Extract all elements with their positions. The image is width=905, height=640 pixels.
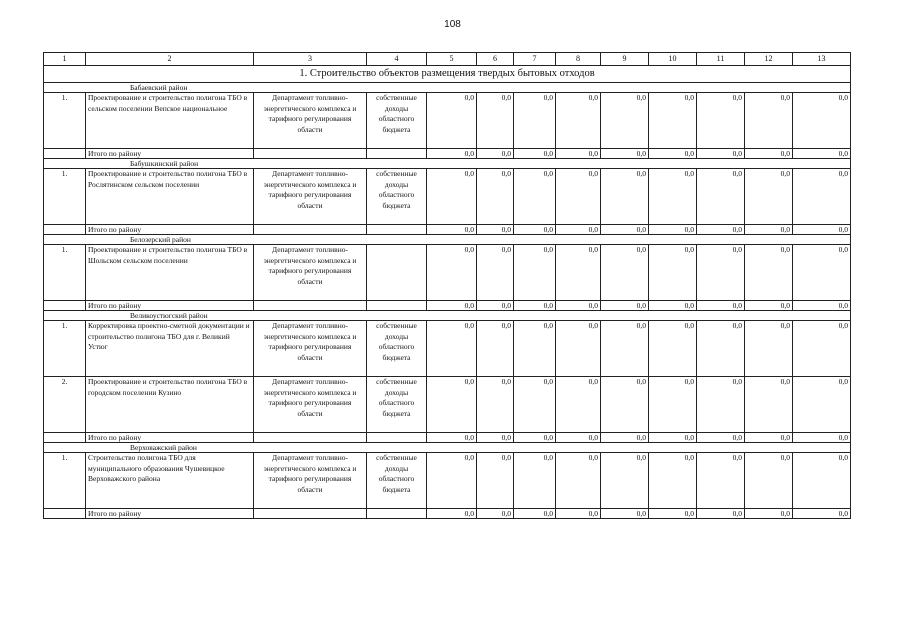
total-value-cell: 0,0 bbox=[514, 225, 556, 235]
value-cell: 0,0 bbox=[649, 321, 697, 377]
district-row bbox=[44, 83, 851, 93]
column-number-row bbox=[44, 53, 851, 66]
total-value-cell: 0,0 bbox=[697, 509, 745, 519]
total-value-cell: 0,0 bbox=[427, 149, 477, 159]
total-value-cell: 0,0 bbox=[601, 509, 649, 519]
value-cell: 0,0 bbox=[556, 93, 601, 149]
total-value-cell: 0,0 bbox=[427, 433, 477, 443]
project-number: 1. bbox=[44, 453, 86, 509]
district-name: Бабаевский район bbox=[44, 83, 851, 93]
total-value-cell: 0,0 bbox=[649, 509, 697, 519]
district-name: Бабушкинский район bbox=[44, 159, 851, 169]
value-cell: 0,0 bbox=[601, 169, 649, 225]
value-cell: 0,0 bbox=[745, 453, 793, 509]
total-value-cell: 0,0 bbox=[697, 301, 745, 311]
value-cell: 0,0 bbox=[649, 453, 697, 509]
district-total-row bbox=[44, 301, 851, 311]
value-cell: 0,0 bbox=[427, 169, 477, 225]
total-label: Итого по району bbox=[86, 433, 254, 443]
funding-source bbox=[367, 245, 427, 301]
total-value-cell: 0,0 bbox=[601, 301, 649, 311]
value-cell: 0,0 bbox=[697, 453, 745, 509]
total-value-cell: 0,0 bbox=[427, 225, 477, 235]
total-value-cell: 0,0 bbox=[514, 509, 556, 519]
project-name: Проектирование и строительство полигона ТБО в Шольском сельском поселении bbox=[86, 245, 254, 301]
value-cell: 0,0 bbox=[427, 321, 477, 377]
total-value-cell: 0,0 bbox=[477, 225, 514, 235]
total-empty-cell bbox=[44, 433, 86, 443]
total-value-cell: 0,0 bbox=[745, 509, 793, 519]
value-cell: 0,0 bbox=[477, 377, 514, 433]
project-row bbox=[44, 169, 851, 225]
column-header: 10 bbox=[649, 53, 697, 66]
value-cell: 0,0 bbox=[556, 377, 601, 433]
district-row bbox=[44, 159, 851, 169]
value-cell: 0,0 bbox=[427, 453, 477, 509]
district-row bbox=[44, 311, 851, 321]
value-cell: 0,0 bbox=[793, 377, 851, 433]
value-cell: 0,0 bbox=[649, 93, 697, 149]
value-cell: 0,0 bbox=[556, 321, 601, 377]
funding-source: собственные доходы областного бюджета bbox=[367, 93, 427, 149]
total-empty-cell bbox=[254, 509, 367, 519]
project-number: 1. bbox=[44, 169, 86, 225]
total-value-cell: 0,0 bbox=[745, 433, 793, 443]
value-cell: 0,0 bbox=[556, 453, 601, 509]
total-value-cell: 0,0 bbox=[477, 149, 514, 159]
column-header: 9 bbox=[601, 53, 649, 66]
column-header: 7 bbox=[514, 53, 556, 66]
total-value-cell: 0,0 bbox=[697, 433, 745, 443]
total-value-cell: 0,0 bbox=[649, 225, 697, 235]
value-cell: 0,0 bbox=[601, 245, 649, 301]
table-body bbox=[44, 53, 851, 519]
value-cell: 0,0 bbox=[601, 321, 649, 377]
value-cell: 0,0 bbox=[601, 453, 649, 509]
value-cell: 0,0 bbox=[477, 245, 514, 301]
total-value-cell: 0,0 bbox=[514, 149, 556, 159]
total-empty-cell bbox=[367, 301, 427, 311]
value-cell: 0,0 bbox=[793, 169, 851, 225]
value-cell: 0,0 bbox=[514, 453, 556, 509]
total-value-cell: 0,0 bbox=[514, 433, 556, 443]
total-value-cell: 0,0 bbox=[793, 149, 851, 159]
total-empty-cell bbox=[254, 225, 367, 235]
column-header: 8 bbox=[556, 53, 601, 66]
total-value-cell: 0,0 bbox=[427, 301, 477, 311]
column-header: 12 bbox=[745, 53, 793, 66]
total-empty-cell bbox=[44, 225, 86, 235]
total-empty-cell bbox=[44, 149, 86, 159]
total-empty-cell bbox=[254, 149, 367, 159]
column-header: 4 bbox=[367, 53, 427, 66]
district-total-row bbox=[44, 509, 851, 519]
value-cell: 0,0 bbox=[514, 321, 556, 377]
total-empty-cell bbox=[254, 433, 367, 443]
total-value-cell: 0,0 bbox=[745, 149, 793, 159]
value-cell: 0,0 bbox=[793, 245, 851, 301]
value-cell: 0,0 bbox=[514, 93, 556, 149]
column-header: 13 bbox=[793, 53, 851, 66]
value-cell: 0,0 bbox=[427, 377, 477, 433]
funding-source: собственные доходы областного бюджета bbox=[367, 321, 427, 377]
total-empty-cell bbox=[367, 433, 427, 443]
total-value-cell: 0,0 bbox=[556, 509, 601, 519]
project-name: Проектирование и строительство полигона ТБО в городском поселении Кузино bbox=[86, 377, 254, 433]
total-empty-cell bbox=[367, 225, 427, 235]
district-row bbox=[44, 235, 851, 245]
project-executor: Департамент топливно-энергетического комплекса и тарифного регулирования области bbox=[254, 453, 367, 509]
value-cell: 0,0 bbox=[745, 321, 793, 377]
value-cell: 0,0 bbox=[556, 245, 601, 301]
value-cell: 0,0 bbox=[697, 321, 745, 377]
total-value-cell: 0,0 bbox=[649, 301, 697, 311]
value-cell: 0,0 bbox=[601, 377, 649, 433]
value-cell: 0,0 bbox=[793, 321, 851, 377]
project-row bbox=[44, 93, 851, 149]
value-cell: 0,0 bbox=[745, 169, 793, 225]
column-header: 11 bbox=[697, 53, 745, 66]
project-number: 1. bbox=[44, 245, 86, 301]
value-cell: 0,0 bbox=[477, 453, 514, 509]
value-cell: 0,0 bbox=[745, 377, 793, 433]
project-row bbox=[44, 453, 851, 509]
district-name: Великоустюгский район bbox=[44, 311, 851, 321]
value-cell: 0,0 bbox=[427, 245, 477, 301]
value-cell: 0,0 bbox=[745, 93, 793, 149]
total-label: Итого по району bbox=[86, 301, 254, 311]
project-name: Строительство полигона ТБО для муниципального образования Чушевицкое Верховажского района bbox=[86, 453, 254, 509]
value-cell: 0,0 bbox=[649, 377, 697, 433]
funding-source: собственные доходы областного бюджета bbox=[367, 377, 427, 433]
project-executor: Департамент топливно-энергетического комплекса и тарифного регулирования области bbox=[254, 169, 367, 225]
value-cell: 0,0 bbox=[793, 93, 851, 149]
section-title-row bbox=[44, 66, 851, 83]
total-value-cell: 0,0 bbox=[477, 433, 514, 443]
district-name: Верховажский район bbox=[44, 443, 851, 453]
value-cell: 0,0 bbox=[649, 245, 697, 301]
total-label: Итого по району bbox=[86, 149, 254, 159]
total-value-cell: 0,0 bbox=[793, 225, 851, 235]
section-title: 1. Строительство объектов размещения твердых бытовых отходов bbox=[44, 66, 851, 83]
total-value-cell: 0,0 bbox=[556, 149, 601, 159]
total-label: Итого по району bbox=[86, 225, 254, 235]
project-executor: Департамент топливно-энергетического комплекса и тарифного регулирования области bbox=[254, 321, 367, 377]
page-number: 108 bbox=[444, 19, 461, 30]
total-value-cell: 0,0 bbox=[556, 433, 601, 443]
total-value-cell: 0,0 bbox=[601, 225, 649, 235]
project-executor: Департамент топливно-энергетического комплекса и тарифного регулирования области bbox=[254, 377, 367, 433]
value-cell: 0,0 bbox=[745, 245, 793, 301]
funding-source: собственные доходы областного бюджета bbox=[367, 453, 427, 509]
total-value-cell: 0,0 bbox=[477, 509, 514, 519]
total-value-cell: 0,0 bbox=[601, 149, 649, 159]
total-empty-cell bbox=[367, 149, 427, 159]
value-cell: 0,0 bbox=[697, 377, 745, 433]
value-cell: 0,0 bbox=[556, 169, 601, 225]
column-header: 2 bbox=[86, 53, 254, 66]
total-value-cell: 0,0 bbox=[697, 225, 745, 235]
value-cell: 0,0 bbox=[477, 93, 514, 149]
project-number: 1. bbox=[44, 321, 86, 377]
total-value-cell: 0,0 bbox=[697, 149, 745, 159]
total-value-cell: 0,0 bbox=[556, 301, 601, 311]
total-value-cell: 0,0 bbox=[556, 225, 601, 235]
column-header: 6 bbox=[477, 53, 514, 66]
total-empty-cell bbox=[44, 301, 86, 311]
project-name: Проектирование и строительство полигона ТБО в сельском поселении Вепское национальное bbox=[86, 93, 254, 149]
total-empty-cell bbox=[254, 301, 367, 311]
column-header: 5 bbox=[427, 53, 477, 66]
program-table bbox=[43, 52, 851, 519]
column-header: 1 bbox=[44, 53, 86, 66]
total-label: Итого по району bbox=[86, 509, 254, 519]
project-executor: Департамент топливно-энергетического комплекса и тарифного регулирования области bbox=[254, 245, 367, 301]
total-value-cell: 0,0 bbox=[793, 433, 851, 443]
district-row bbox=[44, 443, 851, 453]
total-value-cell: 0,0 bbox=[745, 301, 793, 311]
total-value-cell: 0,0 bbox=[427, 509, 477, 519]
total-value-cell: 0,0 bbox=[514, 301, 556, 311]
project-row bbox=[44, 377, 851, 433]
value-cell: 0,0 bbox=[649, 169, 697, 225]
project-name: Корректировка проектно-сметной документации и строительство полигона ТБО для г. Великий Устюг bbox=[86, 321, 254, 377]
project-number: 1. bbox=[44, 93, 86, 149]
district-total-row bbox=[44, 225, 851, 235]
project-executor: Департамент топливно-энергетического комплекса и тарифного регулирования области bbox=[254, 93, 367, 149]
total-empty-cell bbox=[44, 509, 86, 519]
value-cell: 0,0 bbox=[477, 321, 514, 377]
district-name: Белозерский район bbox=[44, 235, 851, 245]
total-value-cell: 0,0 bbox=[477, 301, 514, 311]
total-empty-cell bbox=[367, 509, 427, 519]
total-value-cell: 0,0 bbox=[601, 433, 649, 443]
project-name: Проектирование и строительство полигона ТБО в Рослятинском сельском поселении bbox=[86, 169, 254, 225]
district-total-row bbox=[44, 149, 851, 159]
total-value-cell: 0,0 bbox=[745, 225, 793, 235]
value-cell: 0,0 bbox=[427, 93, 477, 149]
total-value-cell: 0,0 bbox=[649, 433, 697, 443]
project-row bbox=[44, 245, 851, 301]
funding-source: собственные доходы областного бюджета bbox=[367, 169, 427, 225]
value-cell: 0,0 bbox=[601, 93, 649, 149]
value-cell: 0,0 bbox=[697, 169, 745, 225]
value-cell: 0,0 bbox=[793, 453, 851, 509]
value-cell: 0,0 bbox=[514, 245, 556, 301]
value-cell: 0,0 bbox=[477, 169, 514, 225]
project-row bbox=[44, 321, 851, 377]
district-total-row bbox=[44, 433, 851, 443]
project-number: 2. bbox=[44, 377, 86, 433]
total-value-cell: 0,0 bbox=[793, 301, 851, 311]
value-cell: 0,0 bbox=[697, 93, 745, 149]
total-value-cell: 0,0 bbox=[649, 149, 697, 159]
value-cell: 0,0 bbox=[514, 169, 556, 225]
value-cell: 0,0 bbox=[514, 377, 556, 433]
column-header: 3 bbox=[254, 53, 367, 66]
value-cell: 0,0 bbox=[697, 245, 745, 301]
total-value-cell: 0,0 bbox=[793, 509, 851, 519]
